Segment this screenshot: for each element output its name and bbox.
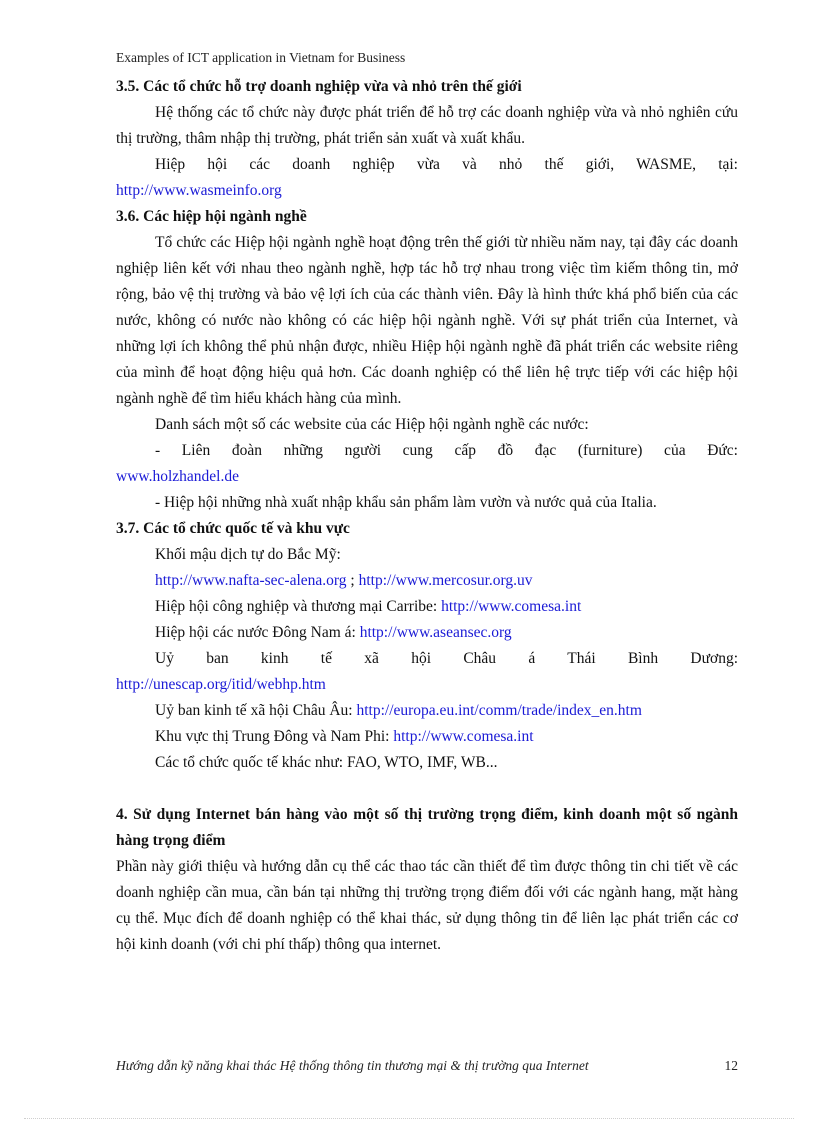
link-separator: ;: [346, 572, 359, 589]
footer-text: Hướng dẫn kỹ năng khai thác Hệ thống thông tin thương mại & thị trường qua Internet: [116, 1058, 589, 1073]
section-3-6-paragraph: Tổ chức các Hiệp hội ngành nghề hoạt động trên thế giới từ nhiều năm nay, tại đây các doanh nghiệp liên kết với nhau theo ngành nghề, hợp tác hỗ trợ nhau trong việc tìm kiếm thông tin, mở rộng, bảo vệ thị trường và bảo vệ lợi ích của các thành viên. Đây là hình thức khá phổ biến của các nước, không có nước nào không có các hiệp hội ngành nghề. Với sự phát triển của Internet, và những lợi ích không thể phủ nhận được, nhiều Hiệp hội ngành nghề đã phát triển các website riêng của mình để hoạt động hiệu quả hơn. Các doanh nghiệp có thể liên hệ trực tiếp với các hiệp hội ngành nghề để tìm hiểu khách hàng của mình.: [116, 234, 738, 407]
wasme-link-line: [116, 178, 738, 204]
section-3-7-heading: 3.7. Các tổ chức quốc tế và khu vực: [116, 520, 350, 537]
wasme-link[interactable]: http://www.wasmeinfo.org: [116, 182, 282, 199]
wasme-text: Hiệp hội các doanh nghiệp vừa và nhỏ thế giới, WASME, tại:: [155, 156, 738, 173]
wasme-paragraph: [116, 152, 738, 178]
escap-text: Uỷ ban kinh tế xã hội Châu á Thái Bình Dương:: [155, 650, 738, 667]
section-3-6-heading: 3.6. Các hiệp hội ngành nghề: [116, 208, 307, 225]
other-orgs-line: Các tổ chức quốc tế khác như: FAO, WTO, IMF, WB...: [155, 754, 498, 771]
europa-link[interactable]: http://europa.eu.int/comm/trade/index_en.htm: [356, 702, 642, 719]
running-footer: [116, 1058, 738, 1074]
section-3-5-paragraph: Hệ thống các tổ chức này được phát triển để hỗ trợ các doanh nghiệp vừa và nhỏ nghiên cứu thị trường, thâm nhập thị trường, phát triển sản xuất và xuất khẩu.: [116, 104, 738, 147]
asean-text: Hiệp hội các nước Đông Nam á:: [155, 624, 360, 641]
section-4-paragraph: Phần này giới thiệu và hướng dẫn cụ thể các thao tác cần thiết để tìm được thông tin chi tiết về các doanh nghiệp cần mua, cần bán tại những thị trường trọng điểm đối với các ngành hang, mặt hàng cụ thể. Mục đích để doanh nghiệp có thể khai thác, sử dụng thông tin để liên lạc phát triển các cơ hội kinh doanh (với chi phí thấp) thông qua internet.: [116, 858, 738, 953]
nafta-label: Khối mậu dịch tự do Bắc Mỹ:: [155, 546, 341, 563]
mercosur-link[interactable]: http://www.mercosur.org.uv: [358, 572, 533, 589]
furniture-text: - Liên đoàn những người cung cấp đồ đạc (furniture) của Đức:: [155, 442, 738, 459]
page-number: 12: [724, 1058, 738, 1073]
holzhandel-link[interactable]: www.holzhandel.de: [116, 468, 239, 485]
asean-line: [116, 620, 738, 646]
nafta-links: [116, 568, 738, 594]
comesa-link[interactable]: http://www.comesa.int: [393, 728, 534, 745]
escap-link[interactable]: http://unescap.org/itid/webhp.htm: [116, 676, 326, 693]
document-body: [116, 74, 738, 958]
carribe-text: Hiệp hội công nghiệp và thương mại Carribe:: [155, 598, 442, 615]
carribe-line: [116, 594, 738, 620]
escap-line: [116, 646, 738, 672]
running-header: Examples of ICT application in Vietnam for Business: [116, 50, 406, 65]
list-intro: Danh sách một số các website của các Hiệp hội ngành nghề các nước:: [155, 416, 589, 433]
escap-link-line: [116, 672, 738, 698]
section-3-5-heading: 3.5. Các tổ chức hỗ trợ doanh nghiệp vừa và nhỏ trên thế giới: [116, 78, 522, 95]
furniture-item: [116, 438, 738, 464]
middle-east-line: [116, 724, 738, 750]
italia-item: - Hiệp hội những nhà xuất nhập khẩu sản phẩm làm vườn và nước quả của Italia.: [155, 494, 657, 511]
nafta-link[interactable]: http://www.nafta-sec-alena.org: [155, 572, 347, 589]
europa-text: Uỷ ban kinh tế xã hội Châu Âu:: [155, 702, 357, 719]
carribe-link[interactable]: http://www.comesa.int: [441, 598, 582, 615]
middle-east-text: Khu vực thị Trung Đông và Nam Phi:: [155, 728, 394, 745]
asean-link[interactable]: http://www.aseansec.org: [359, 624, 512, 641]
section-4-heading: 4. Sử dụng Internet bán hàng vào một số thị trường trọng điểm, kinh doanh một số ngành hàng trọng điểm: [116, 806, 738, 849]
furniture-link-line: [116, 464, 738, 490]
page-divider: [24, 1118, 794, 1119]
spacer: [116, 776, 738, 802]
europa-line: [116, 698, 738, 724]
